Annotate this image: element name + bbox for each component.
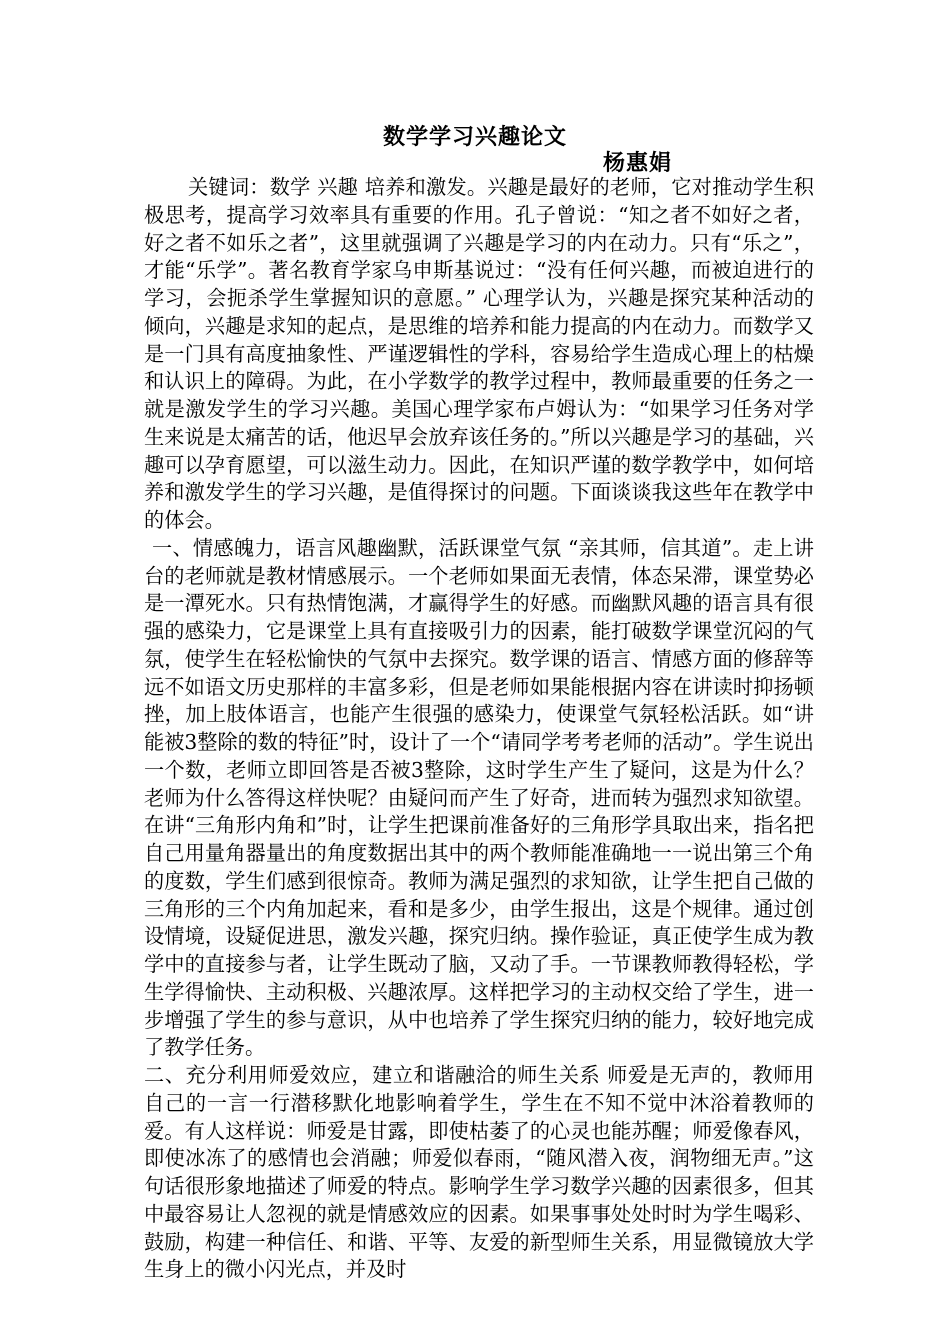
document-title: 数学学习兴趣论文 <box>382 124 567 150</box>
paragraph-section-2: 二、充分利用师爱效应，建立和谐融洽的师生关系 师爱是无声的，教师用自己的一言一行潜移默化地影响着学生，学生在不知不觉中沐浴着教师的爱。有人这样说：师爱是甘露，即使枯萎了的心灵也能苏醒；师爱像春风，即使冰冻了的感情也会消融；师爱似春雨，“随风潜入夜，润物细无声。”这句话很形象地描述了师爱的特点。影响学生学习数学兴趣的因素很多，但其中最容易让人忽视的就是情感效应的因素。如果事事处处时时为学生喝彩、鼓励，构建一种信任、和谐、平等、友爱的新型师生关系，用显微镜放大学生身上的微小闪光点，并及时 <box>144 1063 814 1282</box>
document-body <box>144 174 814 1284</box>
paragraph-intro: 关键词：数学 兴趣 培养和激发。兴趣是最好的老师，它对推动学生积极思考，提高学习效率具有重要的作用。孔子曾说：“知之者不如好之者，好之者不如乐之者”，这里就强调了兴趣是学习的内在动力。只有“乐之”，才能“乐学”。著名教育学家乌申斯基说过：“没有任何兴趣，而被迫进行的学习，会扼杀学生掌握知识的意愿。” 心理学认为，兴趣是探究某种活动的倾向，兴趣是求知的起点，是思维的培养和能力提高的内在动力。而数学又是一门具有高度抽象性、严谨逻辑性的学科，容易给学生造成心理上的枯燥和认识上的障碍。为此，在小学数学的教学过程中，教师最重要的任务之一就是激发学生的学习兴趣。美国心理学家布卢姆认为：“如果学习任务对学生来说是太痛苦的话，他迟早会放弃该任务的。”所以兴趣是学习的基础，兴趣可以孕育愿望，可以滋生动力。因此，在知识严谨的数学教学中，如何培养和激发学生的学习兴趣，是值得探讨的问题。下面谈谈我这些年在教学中的体会。 <box>144 175 814 532</box>
document-author: 杨惠娟 <box>603 150 673 176</box>
paragraph-section-1: 一、情感魄力，语言风趣幽默，活跃课堂气氛 “亲其师，信其道”。走上讲台的老师就是教材情感展示。一个老师如果面无表情，体态呆滞，课堂势必是一潭死水。只有热情饱满，才赢得学生的好感。而幽默风趣的语言具有很强的感染力，它是课堂上具有直接吸引力的因素，能打破数学课堂沉闷的气氛，使学生在轻松愉快的气氛中去探究。数学课的语言、情感方面的修辞等远不如语文历史那样的丰富多彩，但是老师如果能根据内容在讲读时抑扬顿挫，加上肢体语言，也能产生很强的感染力，使课堂气氛轻松活跃。如“讲能被3整除的数的特征”时，设计了一个“请同学考考老师的活动”。学生说出一个数，老师立即回答是否被3整除，这时学生产生了疑问，这是为什么？老师为什么答得这样快呢？由疑问而产生了好奇，进而转为强烈求知欲望。在讲“三角形内角和”时，让学生把课前准备好的三角形学具取出来，指名把自己用量角器量出的角度数据出其中的两个教师能准确地一一说出第三个角的度数，学生们感到很惊奇。教师为满足强烈的求知欲，让学生把自己做的三角形的三个内角加起来，看和是多少，由学生报出，这是个规律。通过创设情境，设疑促进思，激发兴趣，探究归纳。操作验证，真正使学生成为教学中的直接参与者，让学生既动了脑，又动了手。一节课教师教得轻松，学生学得愉快、主动积极、兴趣浓厚。这样把学习的主动权交给了学生，进一步增强了学生的参与意识，从中也培养了学生探究归纳的能力，较好地完成了教学任务。 <box>144 535 814 1060</box>
